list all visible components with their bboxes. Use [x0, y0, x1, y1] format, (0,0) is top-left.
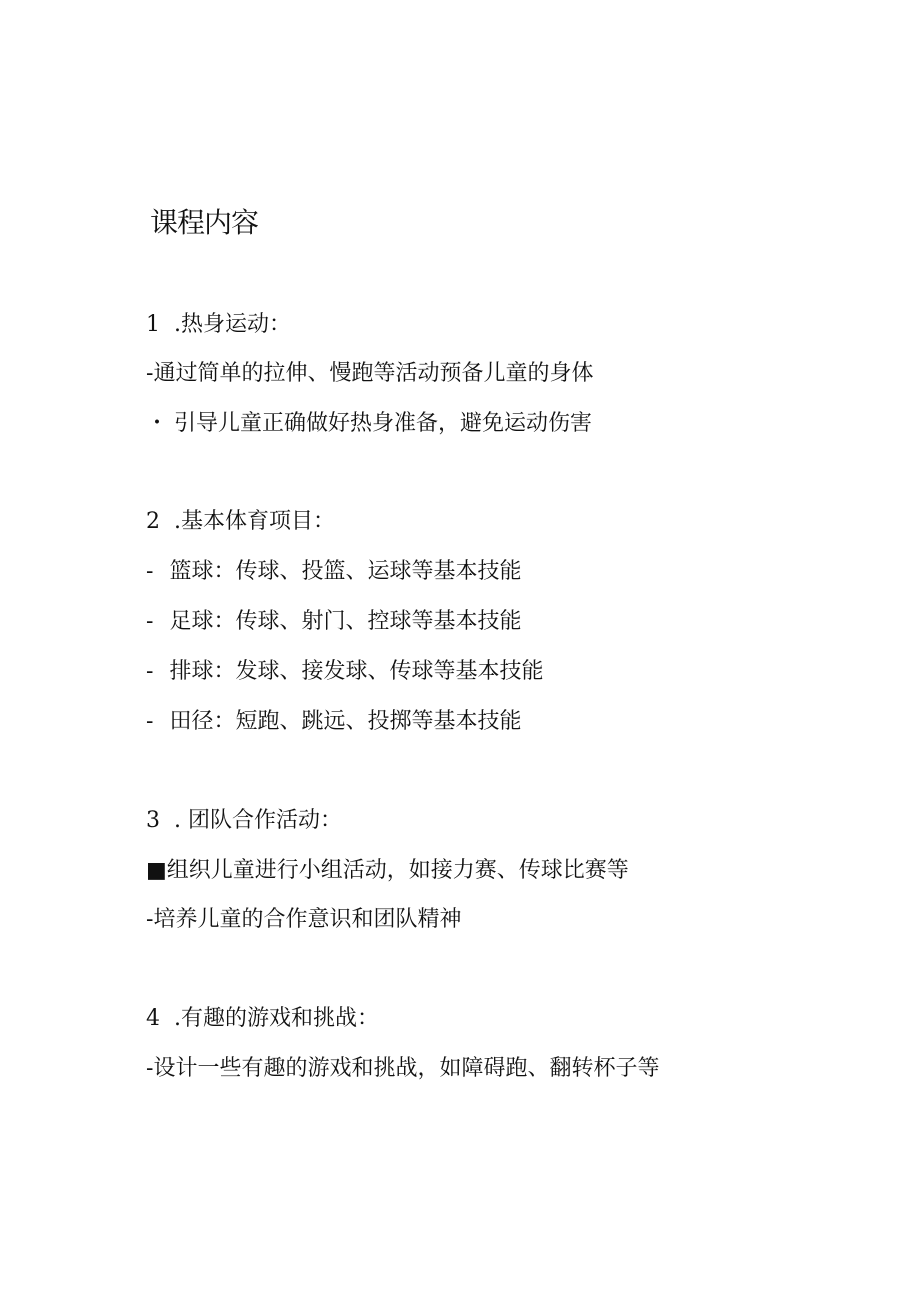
- list-item-text: 设计一些有趣的游戏和挑战，如障碍跑、翻转杯子等: [153, 1056, 660, 1081]
- page-title: 课程内容: [150, 206, 259, 239]
- list-item: [146, 1054, 659, 1084]
- section-heading-text: .基本体育项目：: [174, 509, 335, 534]
- section-number: 2: [146, 509, 160, 534]
- list-item-text: 排球：发球、接发球、传球等基本技能: [169, 659, 544, 684]
- list-item: [146, 856, 629, 886]
- dash-marker: -: [146, 361, 154, 386]
- list-item: [146, 557, 521, 587]
- list-item-text: 田径：短跑、跳远、投掷等基本技能: [169, 709, 522, 734]
- list-item: [146, 905, 461, 935]
- dash-marker: -: [146, 1056, 154, 1081]
- list-item-text: 篮球：传球、投篮、运球等基本技能: [169, 559, 522, 584]
- section-heading-text: . 团队合作活动：: [174, 808, 342, 833]
- list-item: [146, 707, 521, 737]
- square-marker: ■: [146, 858, 167, 883]
- section-number: 4: [146, 1006, 160, 1031]
- section-heading-3: [146, 806, 342, 836]
- dot-marker: ・: [146, 411, 169, 436]
- dash-marker: -: [146, 907, 154, 932]
- list-item: [146, 607, 521, 637]
- list-item-text: 引导儿童正确做好热身准备，避免运动伤害: [174, 411, 593, 436]
- section-heading-4: [146, 1004, 379, 1034]
- dash-marker: -: [146, 559, 154, 584]
- section-heading-text: .有趣的游戏和挑战：: [174, 1006, 379, 1031]
- list-item-text: 组织儿童进行小组活动，如接力赛、传球比赛等: [166, 858, 629, 883]
- dash-marker: -: [146, 609, 154, 634]
- dash-marker: -: [146, 709, 154, 734]
- list-item-text: 足球：传球、射门、控球等基本技能: [169, 609, 522, 634]
- section-heading-1: [146, 310, 291, 340]
- list-item: [146, 409, 592, 439]
- list-item-text: 通过简单的拉伸、慢跑等活动预备儿童的身体: [153, 361, 594, 386]
- section-heading-text: .热身运动：: [174, 312, 291, 337]
- section-heading-2: [146, 507, 335, 537]
- list-item: [146, 359, 593, 389]
- section-number: 3: [146, 808, 160, 833]
- list-item: [146, 657, 543, 687]
- dash-marker: -: [146, 659, 154, 684]
- list-item-text: 培养儿童的合作意识和团队精神: [153, 907, 462, 932]
- section-number: 1: [146, 312, 160, 337]
